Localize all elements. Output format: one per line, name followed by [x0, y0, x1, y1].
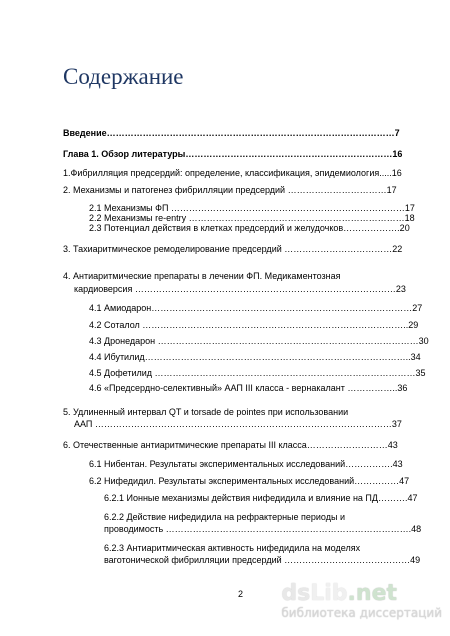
toc-entry: 4.5 Дофетилид ……………………………………………………………………………35 — [89, 368, 426, 378]
toc-entry: 4.2 Соталол ……………………………………………………………………………..29 — [89, 320, 419, 330]
toc-entry: 6.2.3 Антиаритмическая активность нифедидила на моделях — [104, 543, 361, 553]
toc-entry: кардиоверсия ……………………………………………………………………………23 — [74, 284, 406, 294]
toc-entry: 3. Тахиаритмическое ремоделирование предсердий ………………………………22 — [63, 244, 403, 254]
page-title: Содержание — [63, 64, 184, 89]
toc-entry: 2.3 Потенциал действия в клетках предсердий и желудочков……………….20 — [89, 223, 410, 233]
toc-entry: 6.2 Нифедидил. Результаты экспериментальных исследований……………47 — [89, 476, 410, 486]
toc-entry: Глава 1. Обзор литературы……………………………………………………………16 — [63, 149, 403, 159]
toc-entry: 4.3 Дронедарон ……………………………………………………………………………30 — [89, 336, 429, 346]
watermark-subtitle: библиотека диссертаций — [281, 606, 442, 620]
watermark-logo: dsLib.net — [281, 581, 398, 606]
toc-entry: ваготонической фибрилляции предсердий ……………………………………49 — [104, 555, 421, 565]
toc-entry: 4.6 «Предсердно-селективный» ААП III класса - вернакалант ……………..36 — [89, 383, 408, 393]
toc-entry: 1.Фибрилляция предсердий: определение, классификация, эпидемиология.....16 — [63, 168, 402, 178]
page-number: 2 — [238, 589, 244, 599]
toc-entry: Введение……………………………………………………………………………………7 — [63, 128, 400, 138]
toc-entry: 2.2 Механизмы re-entry ………………………………………………………………18 — [89, 213, 415, 223]
toc-entry: проводимость ……………………………………………………………………….48 — [104, 524, 422, 534]
toc-entry: 4.4 Ибутилид……………………………………………………………………………..34 — [89, 352, 421, 362]
toc-entry: 6. Отечественные антиаритмические препараты III класса………………………43 — [63, 440, 398, 450]
watermark — [281, 582, 442, 620]
toc-entry: 6.2.1 Ионные механизмы действия нифедидила и влияние на ПД……….47 — [104, 493, 418, 503]
toc-entry: 5. Удлиненный интервал QT и torsade de pointes при использовании — [63, 407, 349, 417]
toc-entry: 6.1 Нибентан. Результаты экспериментальных исследований…………….43 — [89, 459, 403, 469]
toc-entry: ААП ………………………………………………………………………………………37 — [74, 419, 402, 429]
toc-entry: 2. Механизмы и патогенез фибрилляции предсердий ……………………………17 — [63, 185, 397, 195]
toc-entry: 6.2.2 Действие нифедидила на рефрактерные периоды и — [104, 512, 345, 522]
toc-entry: 4.1 Амиодарон……………………………………………………………………………27 — [89, 303, 423, 313]
toc-entry: 2.1 Механизмы ФП ……………………………………………………………………17 — [89, 203, 415, 213]
toc-entry: 4. Антиаритмические препараты в лечении ФП. Медикаментозная — [63, 271, 341, 281]
